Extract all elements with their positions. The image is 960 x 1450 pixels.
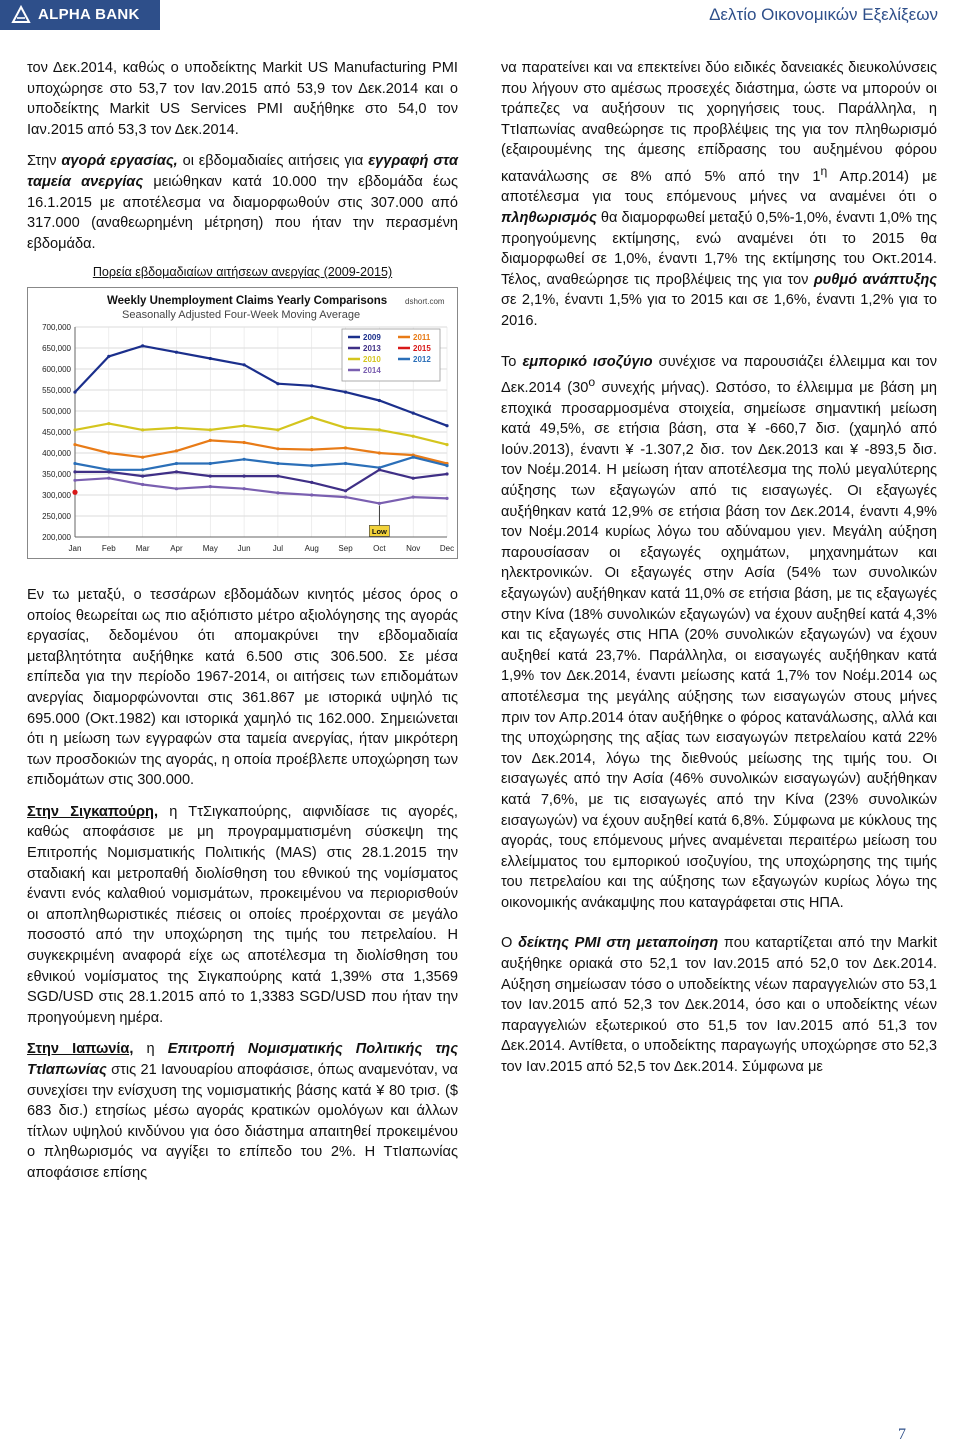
legend-label-2009: 2009: [363, 332, 381, 342]
data-point-2012: [412, 456, 415, 459]
y-tick-label: 300,000: [42, 490, 71, 500]
data-point-2009: [242, 363, 245, 366]
paragraph-japan: [27, 1039, 458, 1183]
x-tick-label: Jun: [237, 543, 251, 553]
legend-label-2013: 2013: [363, 343, 381, 353]
data-point-2009: [276, 382, 279, 385]
text-run: σε 2,1%, έναντι 1,5% για το 2015 και σε 1,6%, έναντι 1,2% για το 2016.: [501, 292, 937, 329]
data-point-2011: [73, 443, 76, 446]
heading-singapore: Στην Σιγκαπούρη,: [27, 803, 158, 820]
text-run: η: [133, 1041, 168, 1058]
data-point-2012: [310, 464, 313, 467]
alpha-bank-logo: [0, 0, 160, 30]
superscript: ο: [588, 375, 596, 390]
legend-label-2011: 2011: [413, 332, 431, 342]
left-column: [27, 58, 458, 1184]
text-run: συνέχισε να παρουσιάζει έλλειμμα και τον Δεκ.2014 (30: [501, 353, 937, 397]
y-tick-label: 250,000: [42, 511, 71, 521]
text-run: Ο: [501, 935, 519, 952]
data-point-2012: [242, 458, 245, 461]
x-tick-label: Dec: [439, 543, 455, 553]
data-point-2009: [107, 355, 110, 358]
data-point-2013: [107, 470, 110, 473]
data-point-2010: [445, 443, 448, 446]
emphasis-labor-market: αγορά εργασίας,: [61, 153, 178, 170]
paragraph-boj-forecasts: [501, 58, 937, 332]
x-tick-label: Mar: [135, 543, 150, 553]
superscript: η: [820, 163, 828, 178]
chart-source: dshort.com: [405, 296, 445, 306]
data-point-2012: [141, 468, 144, 471]
data-point-2012: [175, 462, 178, 465]
data-point-2014: [310, 493, 313, 496]
y-tick-label: 450,000: [42, 427, 71, 437]
data-point-2011: [242, 441, 245, 444]
data-point-2010: [344, 426, 347, 429]
data-point-2013: [310, 481, 313, 484]
data-point-2009: [445, 424, 448, 427]
data-point-2011: [344, 446, 347, 449]
x-tick-label: May: [202, 543, 218, 553]
data-point-2011: [276, 447, 279, 450]
data-point-2010: [310, 416, 313, 419]
text-run: Απρ.2014) με αποτέλεσμα για τους επόμενους μήνες να αναμένει ότι ο: [501, 168, 937, 206]
x-tick-label: Oct: [373, 543, 386, 553]
x-tick-label: Jul: [272, 543, 284, 553]
data-point-2013: [175, 470, 178, 473]
data-point-2013: [412, 477, 415, 480]
data-point-2012: [209, 462, 212, 465]
y-tick-label: 200,000: [42, 532, 71, 542]
x-tick-label: Apr: [170, 543, 183, 553]
text-run: Το: [501, 353, 523, 370]
legend-label-2014: 2014: [363, 365, 381, 375]
data-point-2011: [141, 456, 144, 459]
chart-subtitle: Seasonally Adjusted Four-Week Moving Average: [122, 308, 361, 321]
text-run: θα διαμορφωθεί μεταξύ 0,5%-1,0%, έναντι 1,0% της προηγούμενης εκτίμησης, ενώ αναμένει ότι το 2015 θα διαμορφωθεί σε 1,0%, έναντι 1,7% της εκτίμησης του Οκτ.2014. Τέλος, αναθεώρησε τις προβλέψεις της για τον: [501, 210, 937, 288]
y-tick-label: 650,000: [42, 343, 71, 353]
paragraph-us-pmi: τον Δεκ.2014, καθώς ο υποδείκτης Markit US Manufacturing PMI υποχώρησε στο 53,7 τον Ιαν.2015 από 53,9 τον Δεκ.2014 και ο υποδείκτης Markit US Services PMI αυξήθηκε στο 54,0 τον Ιαν.2015 από 53,3 τον Δεκ.2014.: [27, 60, 458, 138]
data-point-2013: [141, 474, 144, 477]
y-tick-label: 500,000: [42, 406, 71, 416]
data-point-2010: [107, 422, 110, 425]
text-run: να παρατείνει και να επεκτείνει δύο ειδικές δανειακές διευκολύνσεις που λήγουν στο αμέσως προσεχές διάστημα, ώστε να μπορούν οι τράπεζες να αυξήσουν τις χορηγήσεις τους. Παράλληλα, η ΤτΙαπωνίας αναθεώρησε τις προβλέψεις της για τον πληθωρισμό (εξαιρουμένης της άμεσης επίδρασης του αυξημένου φόρου κατανάλωσης σε 8% από 5% από την 1: [501, 60, 937, 185]
emphasis-boj-committee: Επιτροπή Νομισματικής Πολιτικής της ΤτΙαπωνίας: [27, 1041, 458, 1078]
data-point-2010: [175, 426, 178, 429]
paragraph-moving-average: Εν τω μεταξύ, ο τεσσάρων εβδομάδων κινητός μέσος όρος ο οποίος θεωρείται ως πιο αξιόπιστο μέτρο αξιολόγησης της αγοράς εργασίας, δεδομένου ότι απομακρύνει την εβδομαδιαία μεταβλητότητα αυξήθηκε κατά 6.500 στις 306.500. Σε μέσα επίπεδα για την περίοδο 1967-2014, οι αιτήσεις των επιδομάτων ανεργίας διαμορφώνονται στις 361.867 με ιστορικά υψηλό τις 695.000 (Οκτ.1982) και ιστορικά χαμηλό τις 162.000. Σημειώνεται ότι η μείωση των εγγραφών στα ταμεία ανεργίας, ήταν μικρότερη των προσδοκιών της αγοράς, η οποία προέβλεπε υποχώρηση των επιδομάτων στις 300.000.: [27, 586, 458, 789]
y-tick-label: 700,000: [42, 322, 71, 332]
text-run: η ΤτΣιγκαπούρης, αιφνιδίασε τις αγορές, καθώς αποφάσισε με μη προγραμματισμένη σύσκεψη της Επιτροπής Νομισματικής Πολιτικής (MAS) στις 28.1.2015 την σταδιακή και μετροπαθή διολίσθηση του εθνικού της νομίσματος έναντι ενός καλαθιού νομισμάτων, προκειμένου να περιορισθούν οι αποπληθωριστικές πιέσεις οι οποίες προέρχονται σε μεγάλο ποσοστό από την υποχώρηση της τιμής του πετρελαίου. Η συγκεκριμένη αναφορά είχε ως αποτέλεσμα τη διολίσθηση του εθνικού νομίσματος της Σιγκαπούρης κατά 1,39% στα 1,3569 SGD/USD στις 28.1.2015 από το 1,3383 SGD/USD που ήταν την προηγούμενη ημέρα.: [27, 803, 458, 1026]
data-point-2011: [378, 451, 381, 454]
brand-name: ALPHA BANK: [38, 6, 140, 23]
x-tick-label: Feb: [101, 543, 116, 553]
data-point-2013: [276, 474, 279, 477]
data-point-2012: [445, 464, 448, 467]
chart-legend: [342, 329, 440, 381]
y-tick-label: 350,000: [42, 469, 71, 479]
chart-title: Weekly Unemployment Claims Yearly Comparisons: [107, 294, 388, 307]
paragraph-labor-market: [27, 151, 458, 254]
data-point-2010: [378, 428, 381, 431]
text-run: μειώθηκαν κατά 10.000 την εβδομάδα έως 16.1.2015 με αποτέλεσμα να διαμορφωθούν στις 307.000 από 317.000 (αναθεωρημένη μέτρηση) που ήταν την περασμένη εβδομάδα.: [27, 173, 458, 252]
data-point-2011: [107, 451, 110, 454]
emphasis-pmi: δείκτης PMI στη μεταποίηση: [518, 935, 719, 952]
data-point-2013: [242, 474, 245, 477]
text-run: οι εβδομαδιαίες αιτήσεις για: [177, 153, 369, 170]
emphasis-growth-rate: ρυθμό ανάπτυξης: [813, 271, 937, 288]
data-point-2009: [175, 351, 178, 354]
legend-label-2012: 2012: [413, 354, 431, 364]
x-tick-label: Sep: [338, 543, 353, 553]
data-point-2010: [412, 435, 415, 438]
data-point-2009: [73, 390, 76, 393]
paragraph-trade-balance: [501, 352, 937, 914]
data-point-2009: [412, 411, 415, 414]
data-point-2014: [209, 485, 212, 488]
text-run: στις 21 Ιανουαρίου αποφάσισε, όπως αναμενόταν, να συνεχίσει την ενίσχυση της νομισματικής βάσης κατά ¥ 80 τρισ. ($ 683 δισ.) ετησίως μέσω αγοράς κρατικών ομολόγων και άλλων τίτλων υψηλού κινδύνου για όσο διάστημα απαιτηθεί προκειμένου ο πληθωρισμός να αγγίξει το επίπεδο του 2%. Η ΤτΙαπωνίας αποφάσισε επίσης: [27, 1062, 458, 1181]
data-point-2014: [73, 479, 76, 482]
data-point-2011: [310, 448, 313, 451]
data-point-2014: [107, 477, 110, 480]
bank-emblem-icon: [10, 4, 32, 26]
data-point-2013: [344, 489, 347, 492]
emphasis-unemployment-claims: εγγραφή στα ταμεία ανεργίας: [27, 153, 459, 190]
data-point-2015: [72, 490, 77, 495]
data-point-2013: [445, 472, 448, 475]
chart-caption: Πορεία εβδομαδιαίων αιτήσεων ανεργίας (2009-2015): [92, 265, 393, 280]
data-point-2012: [276, 462, 279, 465]
page-number: 7: [898, 1426, 906, 1443]
chart-frame: [28, 287, 458, 558]
x-tick-label: Nov: [406, 543, 421, 553]
legend-label-2010: 2010: [363, 354, 381, 364]
data-point-2009: [310, 384, 313, 387]
x-tick-label: Aug: [304, 543, 319, 553]
emphasis-inflation: πληθωρισμός: [501, 210, 597, 227]
heading-japan: Στην Ιαπωνία,: [27, 1041, 134, 1058]
data-point-2014: [141, 483, 144, 486]
page-header: [0, 0, 960, 30]
data-point-2014: [276, 491, 279, 494]
data-point-2010: [242, 424, 245, 427]
data-point-2014: [344, 495, 347, 498]
data-point-2014: [445, 497, 448, 500]
publication-title: Δελτίο Οικονομικών Εξελίξεων: [709, 5, 938, 24]
data-point-2013: [378, 468, 381, 471]
data-point-2012: [73, 462, 76, 465]
right-column: [501, 58, 937, 1078]
y-tick-label: 400,000: [42, 448, 71, 458]
data-point-2013: [73, 470, 76, 473]
data-point-2011: [175, 449, 178, 452]
data-point-2014: [378, 502, 381, 505]
unemployment-claims-chart: [27, 287, 458, 559]
paragraph-pmi-manufacturing: [501, 933, 937, 1077]
chart-svg: [27, 287, 458, 559]
data-point-2009: [141, 344, 144, 347]
emphasis-trade-balance: εμπορικό ισοζύγιο: [522, 353, 653, 370]
data-point-2010: [276, 428, 279, 431]
data-point-2009: [209, 357, 212, 360]
data-point-2010: [73, 428, 76, 431]
data-point-2010: [141, 428, 144, 431]
x-tick-label: Jan: [68, 543, 82, 553]
data-point-2014: [242, 487, 245, 490]
data-point-2014: [175, 487, 178, 490]
y-tick-label: 550,000: [42, 385, 71, 395]
data-point-2012: [344, 462, 347, 465]
legend-label-2015: 2015: [413, 343, 431, 353]
data-point-2010: [209, 428, 212, 431]
y-tick-label: 600,000: [42, 364, 71, 374]
data-point-2009: [378, 399, 381, 402]
annotation-label: Low: [371, 526, 387, 536]
text-run: συνεχής μήνας). Ωστόσο, το έλλειμμα με βάση μη εποχικά προσαρμοσμένα στοιχεία, σημείωσε σημαντική μείωση κατά 49,5%, σε ετήσια βάση, στα ¥ -660,7 δισ. (χαμηλό από Ιούν.2013), έναντι ¥ -1.307,2 δισ. τον Δεκ.2013 και ¥ -893,5 δισ. τον Νοέμ.2014. Η μείωση ήταν αποτέλεσμα της πολύ μεγαλύτερης αύξησης των εξαγωγών από τις εισαγωγές. Οι εξαγωγές αυξήθηκαν κατά 12,9% σε ετήσια βάση τον Δεκ.2014, έναντι 4,9% τον Νοέμ.2014 κυρίως λόγω του αδύναμου γιεν. Μεγάλη αύξηση παρουσίασαν οι εξαγωγές οχημάτων, μηχανημάτων και ηλεκτρονικών. Οι εξαγωγές στην Ασία (54% των συνολικών εξαγωγών) αυξήθηκαν κατά 11,0% σε ετήσια βάση, με τις εξαγωγές στην Κίνα (18% συνολικών εξαγωγών) να έχουν αυξηθεί κατά 4,3% και τις εξαγωγές στις ΗΠΑ (20% συνολικών εξαγωγών) να έχουν αυξηθεί κατά 23,7%. Παράλληλα, οι εισαγωγές αυξήθηκαν κατά 1,9% τον Δεκ.2014, έναντι μείωσης κατά 1,7% τον Νοέμ.2014 ως αποτέλεσμα της μεγάλης αύξησης των εισαγωγών στους μήνες πριν τον Απρ.2014 όταν αυξήθηκε ο φόρος κατανάλωσης, αλλά και της υποχώρησης της αξίας των εισαγωγών πετρελαίου κατά 22% τον Δεκ.2014, λόγω της διεθνούς μείωσης της τιμής του. Οι εισαγωγές από την Ασία (46% συνολικών εισαγωγών) αυξήθηκαν κατά 7,6%, με τις εισαγωγές από την Κίνα (23% συνολικών εισαγωγών) να έχουν αυξηθεί κατά 6,8%. Σύμφωνα με κύκλους της αγοράς, τους επόμενους μήνες αναμένεται περαιτέρω μείωση του ελλείμματος του εμπορικού ισοζυγίου, της υποχώρησης της τιμής του πετρελαίου και της αύξησης των εξαγωγών κυρίως λόγω της οικονομικής ανάκαμψης που καταγράφεται στις ΗΠΑ.: [501, 380, 938, 911]
data-point-2014: [412, 495, 415, 498]
text-run: που καταρτίζεται από την Markit αυξήθηκε οριακά στο 52,1 τον Ιαν.2015 από 52,0 τον Δεκ.2014. Αύξηση σημείωσαν τόσο ο υποδείκτης νέων παραγγελιών στο 53,1 τον Ιαν.2015 από 52,3 τον Δεκ.2014, όσο και ο υποδείκτης νέων παραγγελιών εξωτερικού στο 51,5 τον Ιαν.2015 από 51,3 τον Δεκ.2014. Αντίθετα, ο υποδείκτης παραγωγής υποχώρησε στο 52,3 τον Ιαν.2015 από 52,5 τον Δεκ.2014. Σύμφωνα με: [501, 935, 937, 1076]
data-point-2011: [209, 439, 212, 442]
data-point-2013: [209, 474, 212, 477]
paragraph-singapore: [27, 802, 458, 1029]
text-run: Στην: [27, 153, 62, 170]
data-point-2009: [344, 390, 347, 393]
